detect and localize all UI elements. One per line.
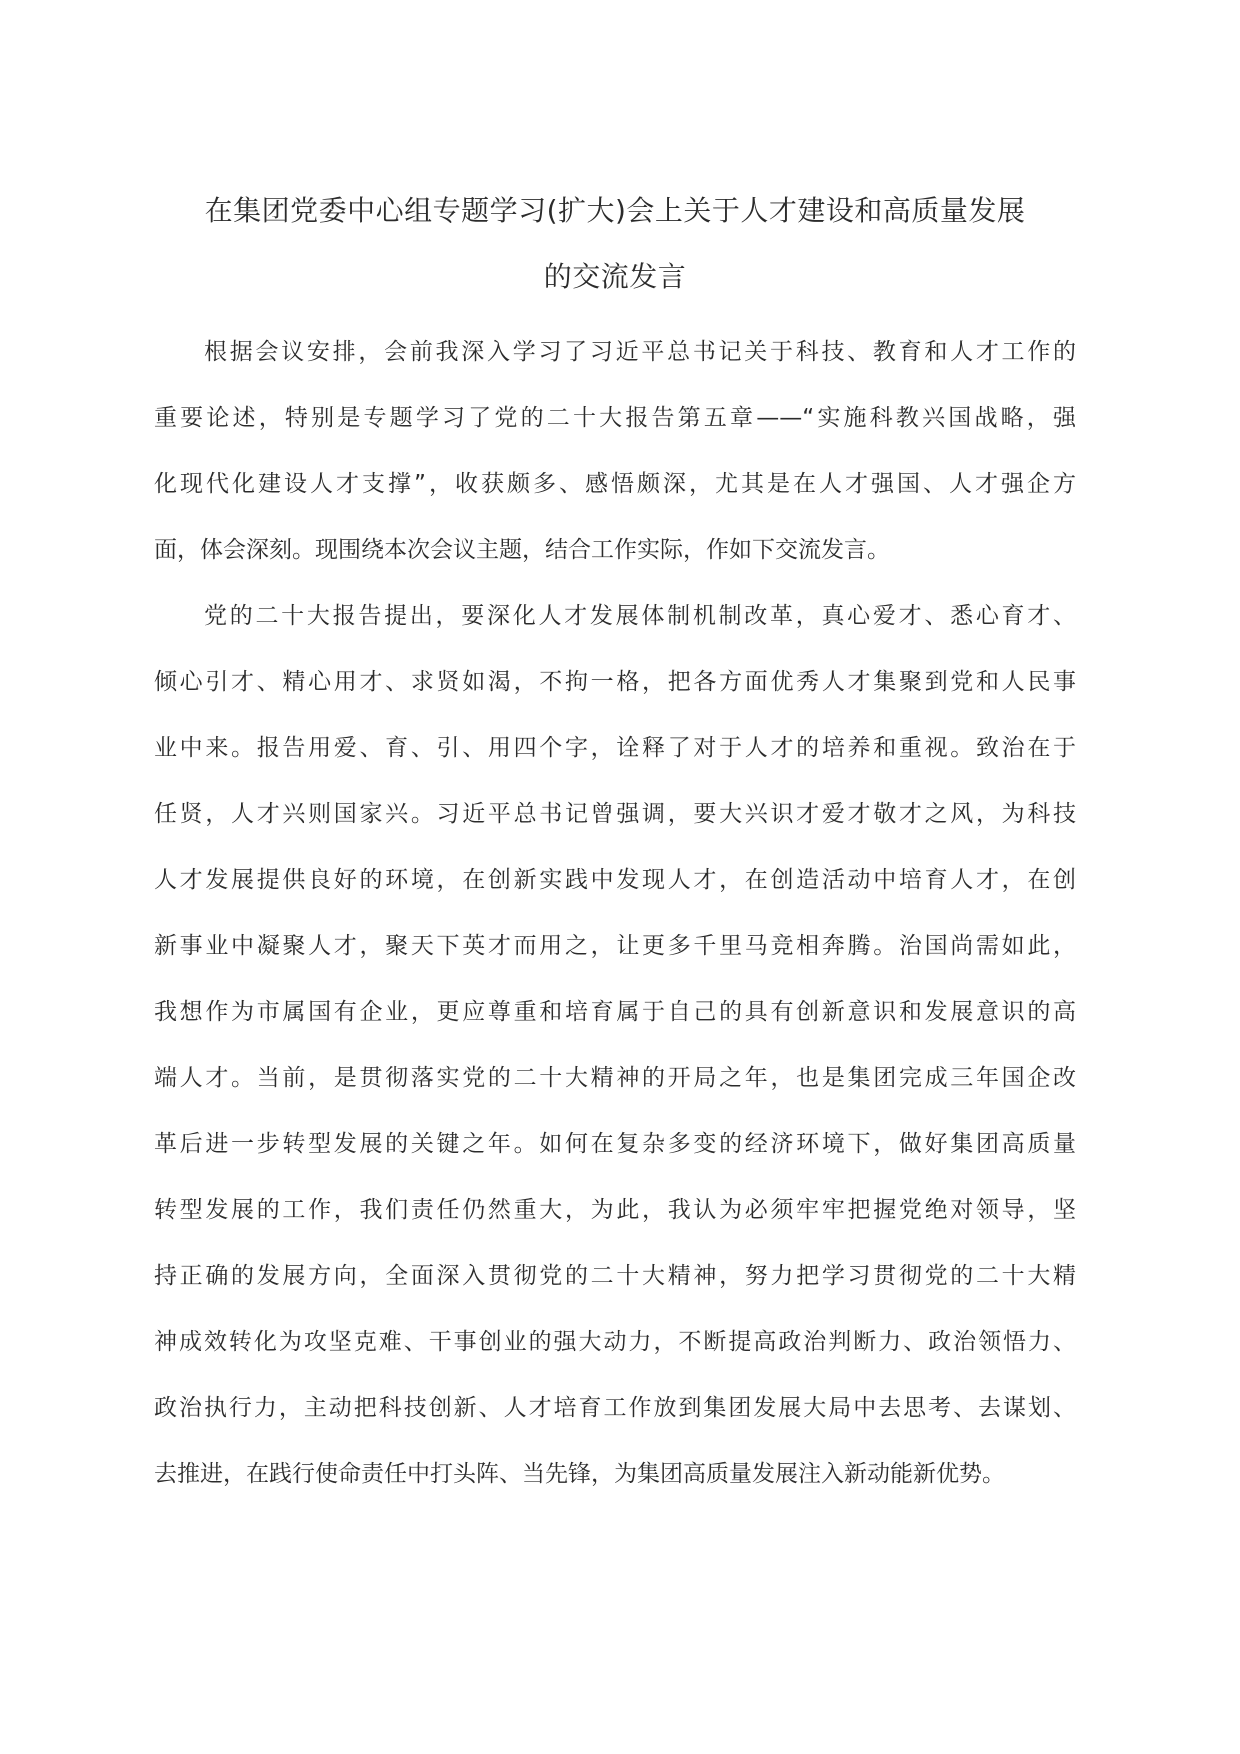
- text-line: 倾心引才、精心用才、求贤如渴，不拘一格，把各方面优秀人才集聚到党和人民事: [154, 669, 1076, 695]
- text-line: 业中来。报告用爱、育、引、用四个字，诠释了对于人才的培养和重视。致治在于: [154, 735, 1076, 761]
- text-line: 端人才。当前，是贯彻落实党的二十大精神的开局之年，也是集团完成三年国企改: [154, 1065, 1076, 1091]
- title-line: 的交流发言: [543, 260, 687, 293]
- text-line: 神成效转化为攻坚克难、干事创业的强大动力，不断提高政治判断力、政治领悟力、: [154, 1329, 1076, 1355]
- text-line: 根据会议安排，会前我深入学习了习近平总书记关于科技、教育和人才工作的: [204, 339, 1076, 365]
- document-title: [150, 178, 1080, 310]
- text-line: 任贤，人才兴则国家兴。习近平总书记曾强调，要大兴识才爱才敬才之风，为科技: [154, 801, 1076, 827]
- paragraph-1: [154, 319, 1076, 583]
- text-line: 面，体会深刻。现围绕本次会议主题，结合工作实际，作如下交流发言。: [154, 537, 890, 563]
- text-line: 革后进一步转型发展的关键之年。如何在复杂多变的经济环境下，做好集团高质量: [154, 1131, 1076, 1157]
- paragraph-2: [154, 583, 1076, 1507]
- text-line: 持正确的发展方向，全面深入贯彻党的二十大精神，努力把学习贯彻党的二十大精: [154, 1263, 1076, 1289]
- title-line: 在集团党委中心组专题学习(扩大)会上关于人才建设和高质量发展: [204, 194, 1026, 227]
- text-line: 政治执行力，主动把科技创新、人才培育工作放到集团发展大局中去思考、去谋划、: [154, 1395, 1076, 1421]
- text-line: 人才发展提供良好的环境，在创新实践中发现人才，在创造活动中培育人才，在创: [154, 867, 1076, 893]
- text-line: 转型发展的工作，我们责任仍然重大，为此，我认为必须牢牢把握党绝对领导，坚: [154, 1197, 1076, 1223]
- text-line: 化现代化建设人才支撑”，收获颇多、感悟颇深，尤其是在人才强国、人才强企方: [154, 471, 1076, 497]
- text-line: 重要论述，特别是专题学习了党的二十大报告第五章——“实施科教兴国战略，强: [154, 405, 1076, 431]
- text-line: 新事业中凝聚人才，聚天下英才而用之，让更多千里马竞相奔腾。治国尚需如此，: [154, 933, 1076, 959]
- text-line: 去推进，在践行使命责任中打头阵、当先锋，为集团高质量发展注入新动能新优势。: [154, 1461, 1005, 1487]
- text-line: 党的二十大报告提出，要深化人才发展体制机制改革，真心爱才、悉心育才、: [204, 603, 1076, 629]
- text-line: 我想作为市属国有企业，更应尊重和培育属于自己的具有创新意识和发展意识的高: [154, 999, 1076, 1025]
